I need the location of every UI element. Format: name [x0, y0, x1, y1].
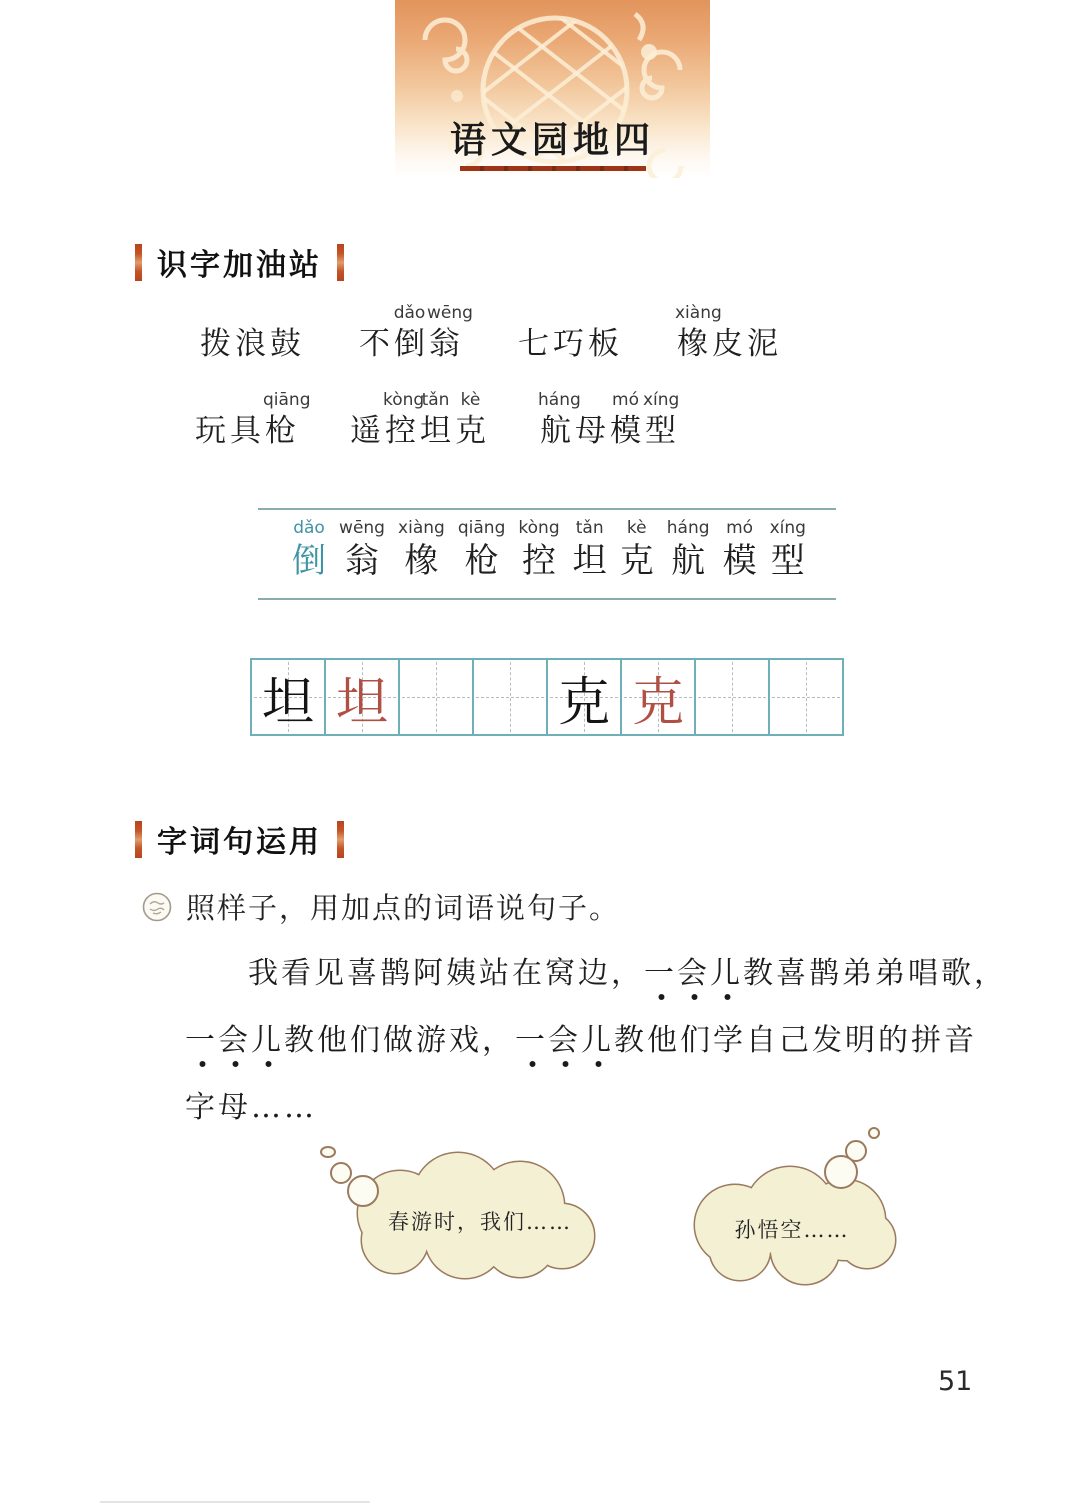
vocab-char — [418, 390, 453, 450]
bank-char — [398, 518, 445, 582]
bank-char — [518, 518, 559, 582]
hanzi-char: 巧 — [553, 326, 584, 362]
hanzi-char: 枪 — [464, 541, 499, 581]
bank-char — [770, 518, 806, 582]
grid-cell — [324, 658, 400, 736]
pinyin-label: dǎo — [393, 303, 426, 323]
vocab-char — [573, 390, 608, 450]
title-underline — [460, 166, 646, 171]
hanzi-char: 航 — [540, 413, 571, 449]
pinyin-label: mó — [726, 518, 754, 538]
vocab-word — [675, 303, 780, 363]
vocab-char — [675, 303, 722, 363]
text-segment: 教喜鹊弟弟唱歌， — [743, 956, 1007, 991]
pinyin-label: kè — [460, 390, 481, 410]
vocab-word — [357, 303, 473, 363]
grid-cell — [620, 658, 696, 736]
vocab-char — [427, 303, 473, 363]
pinyin-label: kè — [626, 518, 647, 538]
pinyin-label: qiāng — [457, 518, 506, 538]
pinyin-label — [268, 303, 303, 325]
vocab-word — [348, 390, 488, 450]
vocab-char — [193, 390, 228, 450]
pinyin-label: xíng — [643, 390, 680, 410]
hanzi-char: 枪 — [265, 413, 296, 449]
hanzi-char: 鼓 — [270, 326, 301, 362]
bubble-text-left: 春游时，我们…… — [388, 1210, 572, 1234]
pinyin-label: kòng — [518, 518, 560, 538]
vocab-char — [383, 390, 425, 450]
grid-cell — [694, 658, 770, 736]
practice-char: 坦 — [335, 672, 388, 733]
paragraph-line — [185, 946, 1007, 1013]
vocab-char — [233, 303, 268, 363]
vocab-char — [263, 390, 311, 450]
pinyin-label — [745, 303, 780, 325]
pinyin-label: tǎn — [575, 518, 604, 538]
hanzi-char: 坦 — [420, 413, 451, 449]
bank-char — [667, 518, 710, 582]
text-segment: 我看见喜鹊阿姨站在窝边， — [248, 956, 644, 991]
hanzi-char: 克 — [619, 541, 654, 581]
pinyin-label — [193, 390, 228, 412]
pinyin-label: dǎo — [293, 518, 325, 538]
vocab-word — [198, 303, 303, 363]
vocab-char — [608, 390, 643, 450]
pinyin-label — [198, 303, 233, 325]
hanzi-char: 浪 — [235, 326, 266, 362]
grid-cell — [250, 658, 326, 736]
pinyin-label: xiàng — [398, 518, 445, 538]
pinyin-label — [348, 390, 383, 412]
page-title: 语文园地四 — [449, 119, 655, 161]
vocab-char — [710, 303, 745, 363]
hanzi-char: 橡 — [677, 326, 708, 362]
hanzi-char: 模 — [722, 541, 757, 581]
paragraph-line — [185, 1013, 1000, 1080]
char-bank-box — [258, 508, 836, 600]
hanzi-char: 拨 — [200, 326, 231, 362]
hanzi-char: 不 — [359, 326, 390, 362]
hanzi-char: 航 — [671, 541, 706, 581]
text-segment: 教他们做游戏， — [284, 1023, 515, 1058]
hanzi-char: 克 — [455, 413, 486, 449]
scan-artifact — [100, 1501, 370, 1503]
vocab-row-1 — [198, 303, 780, 363]
pinyin-label — [357, 303, 392, 325]
pinyin-label: mó — [612, 390, 639, 410]
pinyin-label — [551, 303, 586, 325]
hanzi-char: 型 — [770, 541, 805, 581]
hanzi-char: 母 — [575, 413, 606, 449]
pinyin-label — [586, 303, 621, 325]
hanzi-char: 模 — [610, 413, 641, 449]
section-header-literacy — [135, 240, 344, 284]
example-paragraph — [185, 946, 1007, 1147]
vocab-char — [586, 303, 621, 363]
hanzi-char: 翁 — [345, 541, 380, 581]
vocab-char — [538, 390, 581, 450]
section-bar-icon — [337, 821, 344, 858]
section-bar-icon — [135, 244, 142, 281]
pinyin-label — [573, 390, 608, 412]
bank-char — [723, 518, 757, 582]
section-bar-icon — [135, 821, 142, 858]
vocab-word — [193, 390, 311, 450]
vocab-row-2 — [193, 390, 678, 450]
pinyin-label: wēng — [427, 303, 473, 323]
grid-cell — [768, 658, 844, 736]
emphasized-phrase: 一会儿 — [185, 1023, 284, 1069]
vocab-char — [357, 303, 392, 363]
pinyin-label: tǎn — [421, 390, 450, 410]
hanzi-char: 橡 — [404, 541, 439, 581]
vocab-char — [348, 390, 383, 450]
hanzi-char: 控 — [385, 413, 416, 449]
grid-cell — [398, 658, 474, 736]
practice-char — [400, 660, 472, 734]
hanzi-char: 皮 — [712, 326, 743, 362]
grid-cell — [546, 658, 622, 736]
text-segment: 字母…… — [185, 1090, 317, 1125]
section-title: 识字加油站 — [157, 248, 322, 283]
hanzi-char: 坦 — [572, 541, 607, 581]
practice-char: 克 — [557, 672, 610, 733]
emphasized-phrase: 一会儿 — [644, 956, 743, 1002]
hanzi-char: 倒 — [292, 541, 326, 581]
writing-grid — [250, 658, 844, 736]
page-number: 51 — [938, 1366, 973, 1397]
vocab-word — [516, 303, 621, 363]
grid-cell — [472, 658, 548, 736]
exercise-instruction: 照样子，用加点的词语说句子。 — [186, 891, 621, 925]
pinyin-label: háng — [666, 518, 710, 538]
pinyin-label: qiāng — [263, 390, 311, 410]
practice-char — [474, 660, 546, 734]
pinyin-label — [516, 303, 551, 325]
char-bank-items — [258, 510, 836, 582]
pinyin-label: kòng — [383, 390, 425, 410]
section-bar-icon — [337, 244, 344, 281]
emphasized-phrase: 一会儿 — [515, 1023, 614, 1069]
vocab-char — [198, 303, 233, 363]
pinyin-label: xíng — [769, 518, 806, 538]
exercise-instruction-row — [142, 886, 620, 927]
vocab-char — [228, 390, 263, 450]
hanzi-char: 板 — [588, 326, 619, 362]
pinyin-label — [233, 303, 268, 325]
vocab-char — [453, 390, 488, 450]
pinyin-label: wēng — [339, 518, 385, 538]
vocab-word — [538, 390, 678, 450]
pinyin-label — [228, 390, 263, 412]
pinyin-label: xiàng — [675, 303, 722, 323]
hanzi-char: 具 — [230, 413, 261, 449]
bank-char — [458, 518, 506, 582]
bank-char — [620, 518, 654, 582]
vocab-char — [516, 303, 551, 363]
text-segment: 教他们学自己发明的拼音 — [614, 1023, 977, 1058]
hanzi-char: 控 — [522, 541, 557, 581]
section-title: 字词句运用 — [157, 825, 322, 860]
practice-char: 克 — [631, 672, 684, 733]
practice-char — [696, 660, 768, 734]
header-banner — [395, 0, 710, 178]
vocab-char — [268, 303, 303, 363]
hanzi-char: 型 — [645, 413, 676, 449]
vocab-char — [643, 390, 678, 450]
seal-bullet-icon — [142, 892, 172, 922]
hanzi-char: 七 — [518, 326, 549, 362]
bubble-text-right: 孙悟空…… — [734, 1218, 850, 1242]
section-header-usage — [135, 817, 344, 861]
thought-bubble-right — [665, 1120, 915, 1288]
bank-char — [339, 518, 385, 582]
hanzi-char: 遥 — [350, 413, 381, 449]
bank-char — [292, 518, 326, 582]
hanzi-char: 玩 — [195, 413, 226, 449]
practice-char — [770, 660, 842, 734]
hanzi-char: 翁 — [429, 326, 460, 362]
pinyin-label: háng — [538, 390, 581, 410]
hanzi-char: 泥 — [747, 326, 778, 362]
vocab-char — [392, 303, 427, 363]
vocab-char — [745, 303, 780, 363]
hanzi-char: 倒 — [394, 326, 425, 362]
pinyin-label — [710, 303, 745, 325]
vocab-char — [551, 303, 586, 363]
practice-char: 坦 — [261, 672, 314, 733]
bank-char — [573, 518, 607, 582]
